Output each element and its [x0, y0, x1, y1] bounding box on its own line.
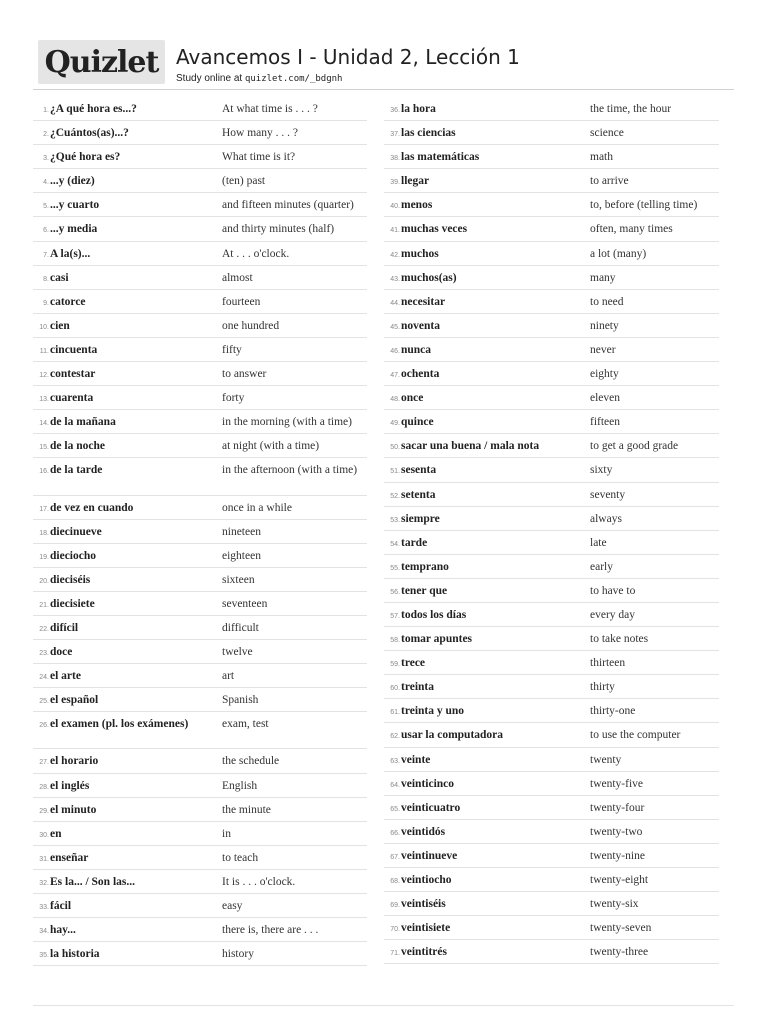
item-number: 68. [390, 878, 400, 885]
vocab-row [384, 169, 719, 193]
vocab-row [384, 145, 719, 169]
vocab-row [33, 145, 367, 169]
vocab-row [384, 410, 719, 434]
term-spanish: veintinueve [401, 849, 458, 862]
item-number: 39. [390, 179, 400, 187]
vocab-row [33, 942, 367, 966]
definition-english: How many . . . ? [222, 127, 299, 140]
definition-english: (ten) past [222, 175, 266, 188]
definition-english: often, many times [590, 223, 673, 236]
vocab-row [33, 688, 367, 712]
term-spanish: muchos [401, 247, 439, 260]
definition-english: thirty-one [590, 705, 636, 718]
item-number: 29. [39, 807, 49, 815]
definition-english: thirteen [590, 657, 626, 670]
item-number: 53. [390, 516, 400, 524]
vocab-row [33, 169, 367, 193]
item-number: 54. [390, 540, 400, 548]
item-number: 8. [43, 275, 49, 283]
term-spanish: siempre [401, 512, 440, 525]
vocab-row [384, 916, 719, 940]
definition-english: forty [222, 392, 245, 405]
term-spanish: el español [50, 694, 99, 707]
term-spanish: tarde [401, 536, 428, 549]
item-number: 33. [39, 904, 49, 911]
term-spanish: ¿Qué hora es? [50, 151, 121, 164]
header-divider [33, 89, 734, 90]
definition-english: ninety [590, 319, 619, 332]
item-number: 51. [390, 468, 400, 476]
vocab-row [33, 386, 367, 410]
definition-english: At . . . o'clock. [222, 247, 290, 260]
term-spanish: de la noche [50, 440, 105, 453]
term-spanish: dieciséis [50, 573, 91, 586]
vocab-row [33, 496, 367, 520]
vocab-row [33, 121, 367, 145]
vocab-row [384, 458, 719, 482]
definition-english: at night (with a time) [222, 440, 320, 453]
item-number: 7. [43, 251, 49, 259]
term-spanish: temprano [401, 560, 449, 573]
definition-english: late [590, 536, 607, 549]
term-spanish: once [401, 392, 424, 405]
definition-english: in the afternoon (with a time) [222, 464, 358, 477]
vocab-row [384, 483, 719, 507]
term-spanish: diecinueve [50, 525, 102, 538]
definition-english: seventeen [222, 597, 268, 610]
vocab-row [384, 651, 719, 675]
item-number: 30. [39, 831, 49, 839]
item-number: 65. [390, 805, 400, 813]
term-spanish: enseñar [50, 851, 89, 864]
item-number: 52. [390, 492, 400, 500]
term-spanish: de la tarde [50, 464, 103, 477]
vocab-row [384, 242, 719, 266]
term-spanish: veintitrés [401, 946, 447, 959]
vocab-row [384, 97, 719, 121]
term-spanish: usar la computadora [401, 729, 504, 742]
term-spanish: sacar una buena / mala nota [401, 440, 540, 453]
item-number: 38. [390, 155, 400, 163]
definition-english: there is, there are . . . [222, 924, 319, 937]
definition-english: eleven [590, 392, 621, 405]
definition-english: almost [222, 271, 253, 284]
vocab-row [384, 338, 719, 362]
definition-english: one hundred [222, 319, 280, 332]
item-number: 47. [390, 372, 400, 380]
item-number: 19. [39, 553, 49, 561]
vocab-row [33, 97, 367, 121]
item-number: 70. [390, 926, 400, 934]
term-spanish: de vez en cuando [50, 501, 134, 514]
definition-english: science [590, 127, 624, 140]
term-spanish: catorce [50, 295, 86, 308]
definition-english: eighty [590, 368, 619, 381]
item-number: 25. [39, 698, 49, 706]
item-number: 2. [43, 131, 49, 139]
vocab-row [384, 362, 719, 386]
definition-english: early [590, 560, 613, 573]
definition-english: always [590, 512, 622, 525]
item-number: 15. [39, 444, 49, 452]
definition-english: fifteen [590, 416, 621, 429]
vocab-row [384, 555, 719, 579]
definition-english: to use the computer [590, 729, 681, 742]
term-spanish: ...y media [50, 223, 98, 236]
term-spanish: necesitar [401, 295, 446, 308]
term-spanish: ¿Cuántos(as)...? [50, 127, 129, 140]
definition-english: seventy [590, 488, 626, 501]
item-number: 61. [390, 709, 400, 717]
item-number: 4. [43, 179, 49, 187]
definition-english: Spanish [222, 694, 259, 707]
item-number: 11. [39, 347, 49, 355]
definition-english: twenty [590, 753, 622, 766]
definition-english: sixteen [222, 573, 255, 586]
term-spanish: en [50, 827, 62, 840]
item-number: 44. [390, 299, 400, 307]
definition-english: It is . . . o'clock. [222, 875, 296, 888]
item-number: 41. [390, 227, 400, 235]
vocab-row [33, 894, 367, 918]
vocab-row [384, 290, 719, 314]
term-spanish: sesenta [401, 464, 437, 477]
term-spanish: el horario [50, 755, 99, 768]
item-number: 24. [39, 674, 49, 682]
definition-english: to, before (telling time) [590, 199, 698, 212]
item-number: 49. [390, 420, 400, 428]
vocab-row [384, 121, 719, 145]
definition-english: once in a while [222, 501, 292, 514]
definition-english: a lot (many) [590, 247, 647, 260]
item-number: 22. [39, 625, 49, 633]
item-number: 64. [390, 781, 400, 789]
definition-english: twenty-eight [590, 874, 649, 886]
item-number: 37. [390, 131, 400, 139]
term-spanish: veintidós [401, 825, 446, 838]
term-spanish: veinticinco [401, 777, 455, 790]
term-spanish: veinticuatro [401, 801, 461, 814]
vocab-row [384, 892, 719, 916]
term-spanish: setenta [401, 488, 436, 501]
term-spanish: veintiocho [401, 874, 452, 886]
definition-english: never [590, 343, 616, 356]
footer-divider [33, 1005, 734, 1006]
term-spanish: ¿A qué hora es...? [50, 103, 137, 115]
term-spanish: el minuto [50, 803, 97, 816]
definition-english: to take notes [590, 633, 649, 646]
item-number: 45. [390, 323, 400, 331]
term-spanish: cuarenta [50, 392, 94, 405]
term-spanish: de la mañana [50, 416, 116, 429]
item-number: 26. [39, 722, 49, 730]
term-spanish: el inglés [50, 779, 90, 792]
term-spanish: la hora [401, 103, 436, 115]
vocab-row [33, 290, 367, 314]
item-number: 69. [390, 902, 400, 910]
term-spanish: hay... [50, 924, 76, 937]
item-number: 3. [43, 155, 49, 163]
item-number: 46. [390, 347, 400, 355]
item-number: 9. [43, 299, 49, 307]
item-number: 21. [39, 601, 49, 609]
definition-english: math [590, 151, 613, 164]
vocab-row [384, 193, 719, 217]
term-spanish: casi [50, 271, 69, 284]
term-spanish: ochenta [401, 368, 440, 381]
vocab-row [384, 699, 719, 723]
term-spanish: treinta y uno [401, 705, 465, 718]
quizlet-logo[interactable]: Quizlet [38, 40, 165, 84]
definition-english: in the morning (with a time) [222, 416, 352, 429]
term-spanish: Es la... / Son las... [50, 875, 135, 888]
definition-english: to need [590, 295, 624, 308]
item-number: 48. [390, 396, 400, 404]
definition-english: English [222, 779, 258, 792]
term-spanish: ...y cuarto [50, 199, 100, 212]
term-spanish: cien [50, 319, 70, 332]
item-number: 59. [390, 661, 400, 669]
definition-english: and fifteen minutes (quarter) [222, 199, 354, 212]
vocab-row [384, 579, 719, 603]
vocab-row [33, 434, 367, 458]
term-spanish: tener que [401, 584, 448, 597]
vocab-row [384, 723, 719, 747]
term-spanish: el arte [50, 670, 81, 683]
vocab-row [384, 844, 719, 868]
vocab-row [384, 820, 719, 844]
definition-english: in [222, 827, 231, 840]
term-spanish: las matemáticas [401, 151, 480, 164]
definition-english: difficult [222, 621, 259, 634]
vocab-row [384, 386, 719, 410]
definition-english: fourteen [222, 295, 261, 308]
definition-english: twenty-four [590, 801, 645, 814]
term-spanish: veintisiete [401, 922, 451, 935]
term-spanish: difícil [50, 621, 79, 634]
vocab-row [33, 520, 367, 544]
term-spanish: llegar [401, 175, 430, 188]
term-spanish: muchos(as) [401, 271, 457, 284]
definition-english: history [222, 948, 254, 961]
vocab-row [33, 592, 367, 616]
page-header [38, 40, 734, 88]
vocab-row [384, 772, 719, 796]
term-spanish: veintiséis [401, 898, 446, 911]
vocab-row [33, 822, 367, 846]
study-online-label: Study online at [176, 73, 245, 84]
item-number: 20. [39, 577, 49, 585]
item-number: 16. [39, 468, 49, 476]
term-spanish: noventa [401, 319, 440, 332]
definition-english: to teach [222, 851, 259, 864]
item-number: 6. [43, 227, 49, 235]
item-number: 27. [39, 759, 49, 767]
vocab-row [384, 217, 719, 241]
term-spanish: cincuenta [50, 343, 98, 356]
definition-english: the schedule [222, 755, 280, 768]
item-number: 36. [390, 107, 400, 114]
item-number: 1. [43, 107, 49, 114]
vocab-row [33, 774, 367, 798]
vocab-row [384, 627, 719, 651]
term-spanish: quince [401, 416, 434, 429]
term-spanish: treinta [401, 681, 435, 694]
vocab-row [33, 664, 367, 688]
vocab-row [33, 712, 367, 749]
item-number: 31. [39, 855, 49, 863]
item-number: 42. [390, 251, 400, 259]
term-spanish: trece [401, 657, 426, 670]
definition-english: eighteen [222, 549, 261, 562]
vocab-row [384, 266, 719, 290]
item-number: 43. [390, 275, 400, 283]
vocab-row [384, 531, 719, 555]
item-number: 35. [39, 952, 49, 960]
vocab-row [33, 544, 367, 568]
vocab-row [33, 362, 367, 386]
term-spanish: dieciocho [50, 549, 96, 562]
vocab-row [384, 940, 719, 964]
term-spanish: la historia [50, 948, 100, 961]
definition-english: to have to [590, 584, 636, 597]
term-spanish: doce [50, 646, 73, 659]
item-number: 63. [390, 757, 400, 765]
item-number: 13. [39, 396, 49, 404]
definition-english: every day [590, 608, 636, 621]
term-spanish: muchas veces [401, 223, 468, 236]
item-number: 58. [390, 637, 400, 645]
term-spanish: fácil [50, 900, 72, 912]
definition-english: twenty-nine [590, 849, 645, 862]
vocab-row [33, 846, 367, 870]
term-spanish: diecisiete [50, 597, 95, 610]
definition-english: twenty-five [590, 777, 644, 790]
definition-english: and thirty minutes (half) [222, 223, 335, 236]
definition-english: the minute [222, 803, 271, 816]
definition-english: nineteen [222, 525, 261, 538]
vocab-row [384, 796, 719, 820]
definition-english: fifty [222, 343, 242, 356]
definition-english: to arrive [590, 175, 629, 188]
item-number: 67. [390, 853, 400, 861]
item-number: 17. [39, 505, 49, 513]
term-spanish: menos [401, 199, 433, 212]
term-spanish: contestar [50, 368, 96, 381]
vocab-row [33, 749, 367, 773]
vocab-row [33, 458, 367, 495]
definition-english: to get a good grade [590, 440, 679, 453]
vocab-row [384, 675, 719, 699]
definition-english: art [222, 670, 235, 683]
vocab-row [33, 217, 367, 241]
definition-english: exam, test [222, 718, 269, 731]
definition-english: twelve [222, 646, 253, 659]
vocab-row [33, 266, 367, 290]
term-spanish: las ciencias [401, 127, 456, 140]
term-spanish: tomar apuntes [401, 633, 473, 646]
item-number: 32. [39, 879, 49, 887]
item-number: 50. [390, 444, 400, 452]
vocab-row [384, 603, 719, 627]
vocab-row [33, 410, 367, 434]
definition-english: twenty-six [590, 898, 639, 911]
item-number: 71. [390, 950, 400, 958]
definition-english: twenty-three [590, 946, 649, 959]
item-number: 57. [390, 612, 400, 620]
term-spanish: nunca [401, 343, 432, 356]
vocab-row [384, 507, 719, 531]
item-number: 40. [390, 203, 400, 211]
item-number: 56. [390, 588, 400, 596]
term-spanish: A la(s)... [50, 247, 91, 260]
vocab-row [33, 568, 367, 592]
item-number: 10. [39, 323, 49, 331]
vocab-row [33, 338, 367, 362]
vocab-row [33, 870, 367, 894]
item-number: 28. [39, 783, 49, 791]
vocab-column-right [384, 97, 719, 964]
item-number: 55. [390, 564, 400, 572]
definition-english: easy [222, 900, 243, 912]
vocab-row [384, 748, 719, 772]
definition-english: At what time is . . . ? [222, 103, 318, 115]
definition-english: twenty-seven [590, 922, 652, 935]
item-number: 60. [390, 685, 400, 693]
study-online-line [176, 73, 342, 84]
item-number: 23. [39, 650, 49, 658]
definition-english: sixty [590, 464, 613, 477]
item-number: 34. [39, 928, 49, 936]
item-number: 12. [39, 372, 49, 380]
vocab-row [33, 640, 367, 664]
vocab-row [384, 868, 719, 892]
item-number: 18. [39, 529, 49, 537]
item-number: 66. [390, 829, 400, 837]
vocab-row [33, 314, 367, 338]
definition-english: twenty-two [590, 825, 643, 838]
item-number: 5. [43, 203, 49, 211]
term-spanish: ...y (diez) [50, 175, 95, 188]
definition-english: What time is it? [222, 151, 296, 164]
study-url-link[interactable]: quizlet.com/_bdgnh [244, 74, 343, 84]
term-spanish: todos los días [401, 608, 467, 621]
vocab-row [33, 242, 367, 266]
vocab-row [33, 616, 367, 640]
definition-english: to answer [222, 368, 267, 381]
definition-english: many [590, 271, 616, 284]
definition-english: thirty [590, 681, 615, 694]
vocab-column-left [33, 97, 367, 966]
vocab-row [33, 918, 367, 942]
vocab-row [33, 798, 367, 822]
term-spanish: veinte [401, 753, 431, 766]
item-number: 14. [39, 420, 49, 428]
item-number: 62. [390, 733, 400, 741]
page-title: Avancemos I - Unidad 2, Lección 1 [176, 45, 520, 69]
vocab-row [384, 314, 719, 338]
term-spanish: el examen (pl. los exámenes) [50, 718, 189, 731]
vocab-row [33, 193, 367, 217]
definition-english: the time, the hour [590, 103, 672, 115]
vocab-row [384, 434, 719, 458]
